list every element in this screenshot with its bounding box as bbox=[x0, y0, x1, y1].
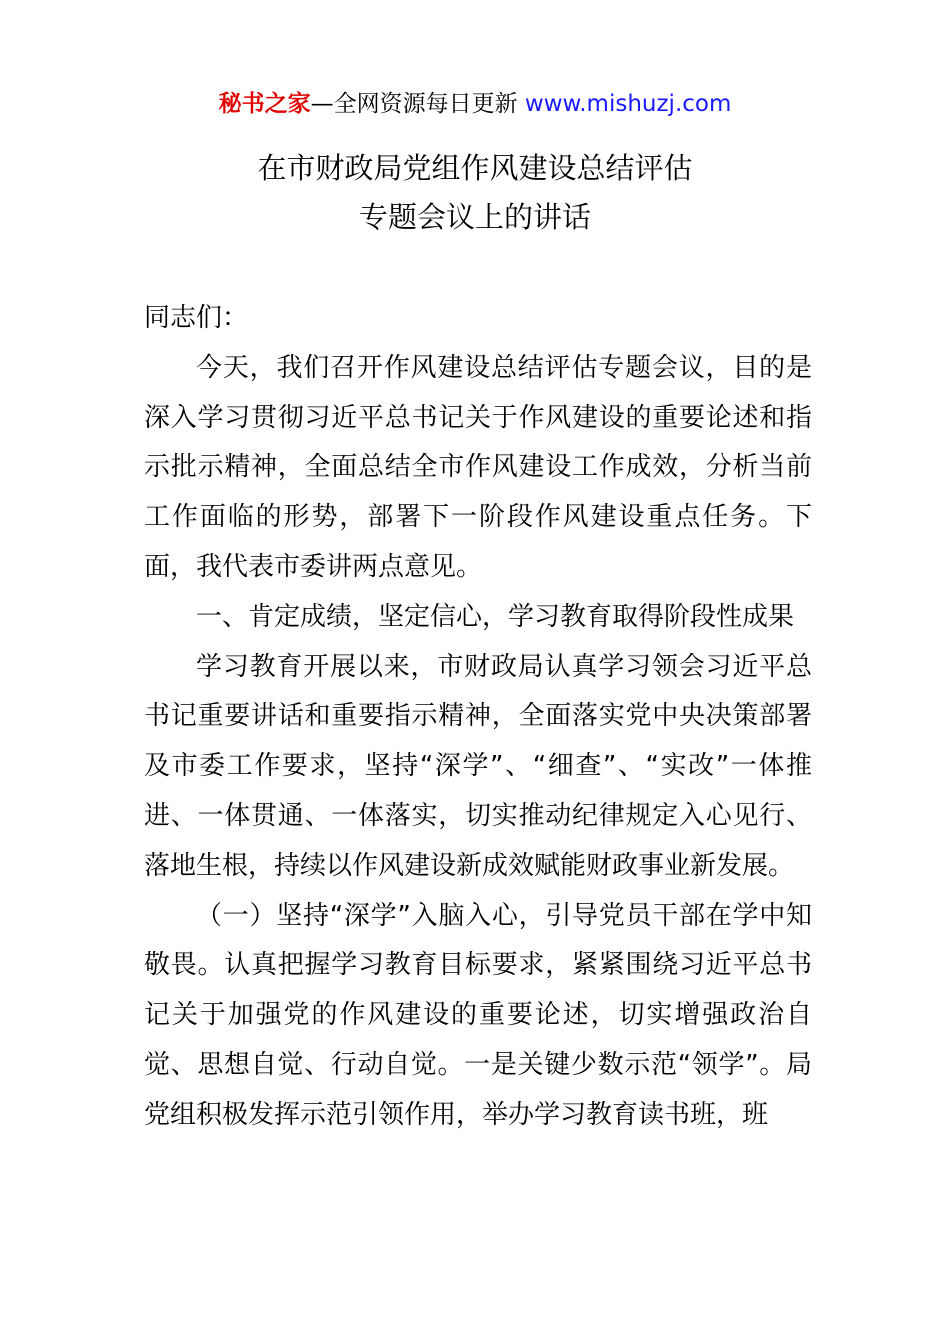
paragraph-deep-study: （一）坚持“深学”入脑入心，引导党员干部在学中知敬畏。认真把握学习教育目标要求，紧紧围绕习近平总书记关于加强党的作风建设的重要论述，切实增强政治自觉、思想自觉、行动自觉。一是关键少数示范“领学”。局党组积极发挥示范引领作用，举办学习教育读书班，班 bbox=[144, 900, 812, 1130]
brand-name: 秘书之家 bbox=[218, 91, 311, 117]
document-title bbox=[0, 144, 950, 242]
section-heading-1: 一、肯定成绩，坚定信心，学习教育取得阶段性成果 bbox=[196, 601, 795, 632]
document-body bbox=[144, 294, 812, 1141]
title-line-2: 专题会议上的讲话 bbox=[358, 200, 591, 234]
salutation: 同志们： bbox=[144, 303, 249, 333]
site-link[interactable]: www.mishuzj.com bbox=[524, 91, 732, 117]
title-line-1: 在市财政局党组作风建设总结评估 bbox=[257, 151, 693, 185]
paragraph-achievements: 学习教育开展以来，市财政局认真学习领会习近平总书记重要讲话和重要指示精神，全面落实党中央决策部署及市委工作要求，坚持“深学”、“细查”、“实改”一体推进、一体贯通、一体落实，切实推动纪律规定入心见行、落地生根，持续以作风建设新成效赋能财政事业新发展。 bbox=[144, 651, 812, 881]
paragraph-intro: 今天，我们召开作风建设总结评估专题会议，目的是深入学习贯彻习近平总书记关于作风建设的重要论述和指示批示精神，全面总结全市作风建设工作成效，分析当前工作面临的形势，部署下一阶段作风建设重点任务。下面，我代表市委讲两点意见。 bbox=[144, 352, 812, 582]
header-slogan: —全网资源每日更新 bbox=[310, 91, 525, 117]
site-header bbox=[0, 84, 950, 124]
